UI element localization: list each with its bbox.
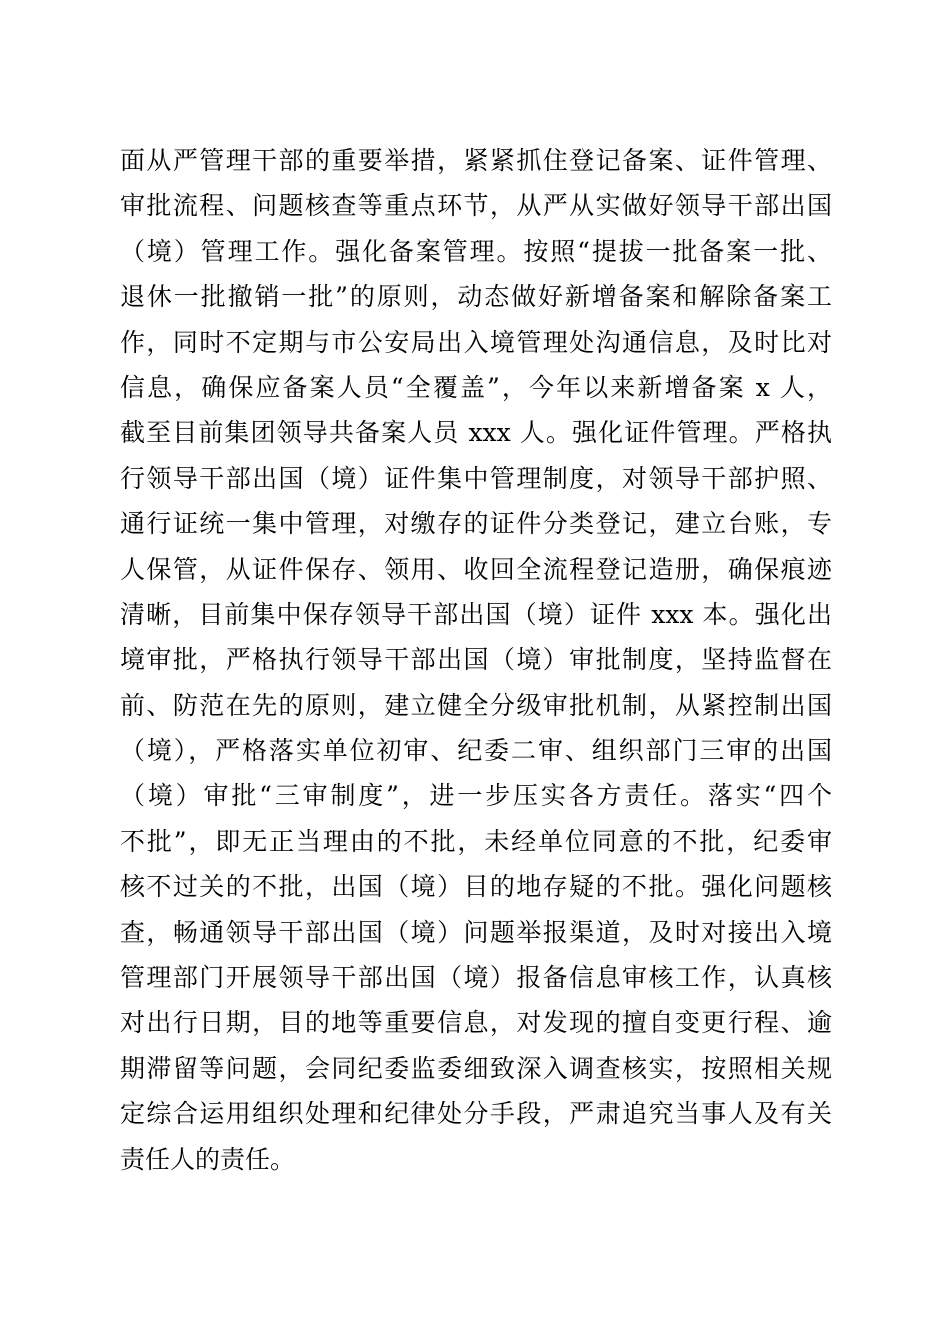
text-line-3: （境）管理工作。强化备案管理。按照“提拔一批备案一批、 (120, 236, 832, 266)
text-line-9: 通行证统一集中管理，对缴存的证件分类登记，建立台账，专 (120, 509, 832, 539)
text-line-17: 核不过关的不批，出国（境）目的地存疑的不批。强化问题核 (120, 872, 832, 902)
text-line-18: 查，畅通领导干部出国（境）问题举报渠道，及时对接出入境 (120, 917, 832, 947)
text-line-11: 清晰，目前集中保存领导干部出国（境）证件 xxx 本。强化出 (120, 599, 832, 629)
text-line-15: （境）审批“三审制度”，进一步压实各方责任。落实“四个 (120, 781, 832, 811)
text-line-6: 信息，确保应备案人员“全覆盖”，今年以来新增备案 x 人， (120, 372, 832, 402)
text-line-10: 人保管，从证件保存、领用、收回全流程登记造册，确保痕迹 (120, 554, 832, 584)
text-line-8: 行领导干部出国（境）证件集中管理制度，对领导干部护照、 (120, 463, 832, 493)
text-line-1: 面从严管理干部的重要举措，紧紧抓住登记备案、证件管理、 (120, 146, 832, 175)
text-line-19: 管理部门开展领导干部出国（境）报备信息审核工作，认真核 (120, 963, 832, 993)
text-line-2: 审批流程、问题核查等重点环节，从严从实做好领导干部出国 (120, 191, 832, 221)
body-paragraph (120, 138, 832, 1182)
text-line-7: 截至目前集团领导共备案人员 xxx 人。强化证件管理。严格执 (120, 418, 832, 448)
text-line-14: （境），严格落实单位初审、纪委二审、组织部门三审的出国 (120, 736, 832, 766)
text-line-5: 作，同时不定期与市公安局出入境管理处沟通信息，及时比对 (120, 327, 832, 357)
text-line-13: 前、防范在先的原则，建立健全分级审批机制，从紧控制出国 (120, 690, 832, 720)
text-line-20: 对出行日期，目的地等重要信息，对发现的擅自变更行程、逾 (120, 1008, 832, 1038)
text-line-16: 不批”，即无正当理由的不批，未经单位同意的不批，纪委审 (120, 826, 832, 856)
text-line-23: 责任人的责任。 (120, 1144, 296, 1174)
text-line-12: 境审批，严格执行领导干部出国（境）审批制度，坚持监督在 (120, 645, 832, 675)
text-line-4: 退休一批撤销一批”的原则，动态做好新增备案和解除备案工 (120, 282, 832, 312)
text-line-21: 期滞留等问题，会同纪委监委细致深入调查核实，按照相关规 (120, 1053, 832, 1083)
text-line-22: 定综合运用组织处理和纪律处分手段，严肃追究当事人及有关 (120, 1099, 832, 1129)
